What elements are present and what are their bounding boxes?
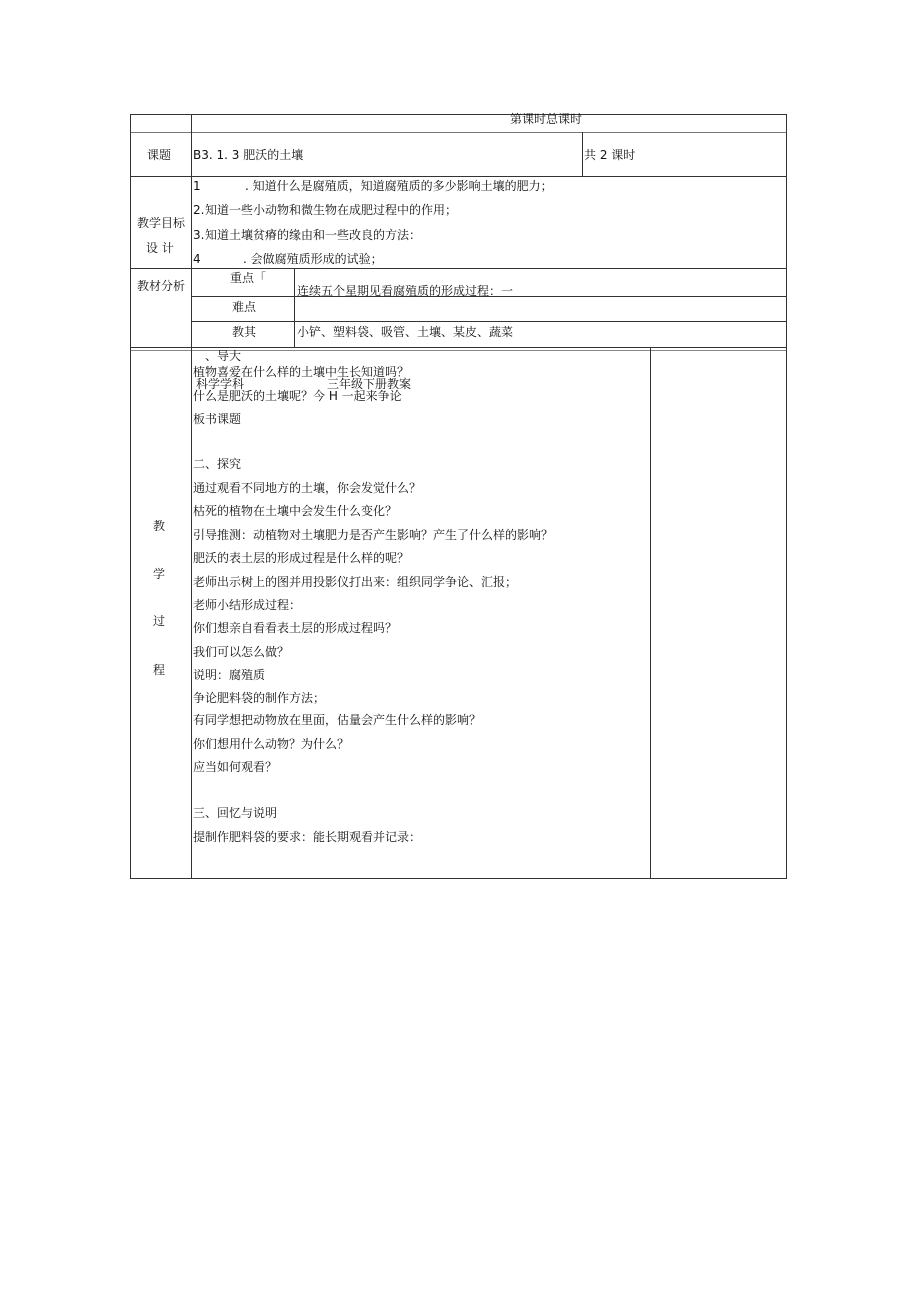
topic-label: 课题 [147, 148, 172, 162]
explore-item-8: 我们可以怎么做？ [193, 645, 290, 659]
explore-item-7: 你们想亲自看看表土层的形成过程吗？ [193, 621, 398, 635]
explore-item-5: 老师出示树上的图并用投影仪打出来：组织同学争论、汇报； [193, 575, 518, 589]
difficulty-label: 难点 [232, 300, 257, 314]
rule-header-bottom [130, 132, 787, 133]
process-label-3: 过 [153, 614, 166, 628]
rule-label-col [191, 114, 192, 879]
rule-analysis-col [294, 268, 295, 348]
explore-item-12: 你们想用什么动物？为什么？ [193, 737, 350, 751]
goals-label: 教学目标 [137, 216, 186, 230]
intro-line-2: 什么是肥沃的土壤呢？今 H 一起来争论 [193, 389, 402, 403]
intro-line-1: 植物喜爱在什么样的土壤中生长知道吗？ [193, 365, 410, 379]
rule-topic-bottom [130, 176, 787, 177]
goals-label-sub: 设 计 [146, 241, 174, 255]
explore-item-11: 有同学想把动物放在里面，估量会产生什么样的影响？ [193, 713, 482, 727]
key-label: 重点「 [230, 271, 267, 285]
rule-goals-bottom [130, 268, 787, 269]
section-3-title: 三、回忆与说明 [193, 806, 278, 820]
tools-label: 教其 [232, 325, 257, 339]
rule-right [786, 114, 787, 879]
explore-item-13: 应当如何观看？ [193, 760, 278, 774]
section-1-title: 、导大 [205, 349, 242, 363]
explore-item-1: 通过观看不同地方的土壤，你会发觉什么？ [193, 481, 422, 495]
intro-line-3: 板书课题 [193, 412, 242, 426]
explore-item-6: 老师小结形成过程： [193, 598, 302, 612]
rule-analysis-bottom [130, 347, 787, 348]
tools-value: 小铲、塑料袋、吸管、土壤、某皮、蔬菜 [297, 325, 514, 339]
goal-3-text: 知道土壤贫瘠的缘由和一些改良的方法： [205, 228, 422, 242]
overlay-grade: 三年级下册教案 [327, 377, 412, 391]
rule-notes-col [650, 347, 651, 879]
analysis-label: 教材分析 [137, 279, 186, 293]
explore-item-10: 争论肥料袋的制作方法； [193, 691, 326, 705]
explore-item-3: 引导推测：动植物对土壤肥力是否产生影响？产生了什么样的影响？ [193, 528, 554, 542]
goal-1-text: . 知道什么是腐殖质，知道腐殖质的多少影响土壤的肥力； [245, 179, 553, 193]
topic-value: B3. 1. 3 肥沃的土壤 [193, 148, 304, 162]
goal-4-num: 4 [193, 252, 201, 266]
topic-total: 共 2 课时 [584, 148, 636, 162]
process-label-4: 程 [153, 663, 166, 677]
goal-4-text: . 会做腐殖质形成的试验； [243, 252, 383, 266]
goal-2-text: 知道一些小动物和微生物在成肥过程中的作用； [205, 203, 458, 217]
rule-left [130, 114, 131, 879]
goal-3-num: 3. [193, 228, 205, 242]
process-label-1: 教 [153, 519, 166, 533]
rule-diff-bottom [192, 321, 787, 322]
key-value: 连续五个星期见看腐殖质的形成过程：一 [297, 284, 514, 298]
explore-item-4: 肥沃的表土层的形成过程是什么样的呢？ [193, 551, 410, 565]
explore-item-9: 说明：腐殖质 [193, 668, 266, 682]
overlay-subject: 科学学科 [196, 377, 245, 391]
goal-2-num: 2. [193, 203, 205, 217]
section-2-title: 二、探究 [193, 457, 242, 471]
rule-total-col [582, 132, 583, 177]
rule-bottom [130, 878, 787, 879]
goal-1-num: 1 [193, 179, 201, 193]
process-label-2: 学 [153, 567, 166, 581]
lesson-count: 第课时总课时 [510, 112, 583, 126]
explore-item-2: 枯死的植物在土壤中会发生什么变化？ [193, 504, 398, 518]
summary-line: 提制作肥料袋的要求：能长期观看并记录： [193, 830, 422, 844]
rule-top [130, 114, 787, 115]
